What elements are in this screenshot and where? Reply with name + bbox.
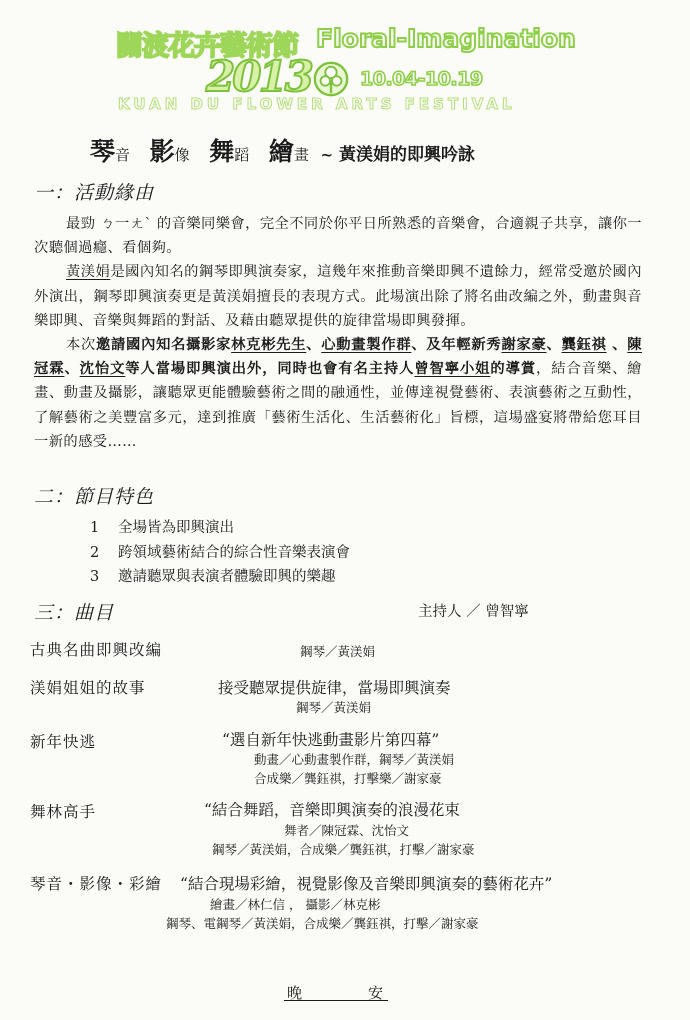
item-text: 全場皆為即興演出	[118, 520, 234, 536]
program-description: “選自新年快逃動畫影片第四幕”	[222, 731, 440, 749]
festival-year: 2013	[206, 52, 311, 101]
program-credit: 舞者／陳冠霖、沈怡文	[284, 823, 410, 838]
festival-subtitle: KUAN DU FLOWER ARTS FESTIVAL	[118, 95, 516, 113]
program-title: 新年快逃	[30, 733, 97, 751]
program-credit: 鋼琴／黃渼娟	[300, 644, 376, 659]
greeting-char: 安	[368, 984, 384, 1002]
list-item	[90, 565, 350, 590]
section-heading-background: 一：活動緣由	[34, 182, 155, 204]
program-title: 琴音・影像・彩繪	[30, 875, 163, 893]
program-title: 渼娟姐姐的故事	[30, 679, 146, 697]
item-number: 3	[90, 569, 100, 585]
flower-icon	[312, 60, 350, 98]
separator: 、	[606, 337, 628, 354]
section-heading-program: 三：曲目	[34, 602, 115, 624]
guests-intro: 本次	[66, 337, 97, 354]
program-title: 古典名曲即興改編	[30, 641, 163, 659]
title-char-small: 畫	[293, 146, 309, 164]
title-char-small: 音	[115, 146, 131, 164]
title-char-small: 蹈	[234, 146, 250, 164]
item-number: 2	[90, 544, 100, 561]
page-subtitle: 黃渼娟的即興吟詠	[339, 145, 476, 165]
program-credit: 合成樂／龔鈺祺，打擊樂／謝家豪	[254, 771, 442, 786]
program-description: “結合舞蹈，音樂即興演奏的浪漫花束	[204, 801, 460, 819]
guest-name: 林克彬先生	[231, 337, 307, 354]
paragraph-guests	[34, 333, 642, 454]
guest-name: 沈怡文	[79, 361, 126, 378]
title-char: 影	[149, 137, 175, 166]
paragraph-performer	[34, 260, 642, 333]
program-credit: 鋼琴／黃渼娟，合成樂／龔鈺祺，打擊／謝家豪	[212, 842, 475, 857]
item-text: 跨領域藝術結合的綜合性音樂表演會	[118, 544, 350, 561]
section-background-text	[34, 212, 642, 454]
item-text: 邀請聽眾與表演者體驗即興的樂趣	[118, 569, 336, 585]
section-heading-features: 二：節目特色	[34, 486, 155, 508]
guest-name: 龔鈺祺	[561, 337, 607, 354]
host-name: 曾智寧小姐	[414, 361, 491, 378]
program-title: 舞林高手	[30, 803, 97, 821]
guests-text: 邀請國內知名攝影家	[96, 337, 232, 354]
program-credit: 繪畫／林仁信 ， 攝影／林克彬	[210, 897, 381, 912]
separator: 、	[546, 337, 562, 354]
guests-text: 等人當場即興演出外，同時也會有名主持人	[125, 361, 415, 378]
program-description: “結合現場彩繪，視覺影像及音樂即興演奏的藝術花卉”	[180, 875, 553, 893]
title-char-small: 像	[174, 146, 190, 164]
festival-dates: 10.04-10.19	[360, 68, 483, 90]
festival-name-en: Floral-Imagination	[316, 24, 576, 53]
footer-underline	[284, 1000, 388, 1001]
guest-name: 陳冠霖	[34, 337, 642, 378]
title-char: 琴	[90, 137, 116, 166]
program-credit: 鋼琴、電鋼琴／黃渼娟，合成樂／龔鈺祺，打擊／謝家豪	[166, 916, 479, 931]
guests-text: 的導賞	[490, 361, 537, 378]
performer-description: 是國內知名的鋼琴即興演奏家，這幾年來推動音樂即興不遺餘力，經常受邀於國內外演出，鋼琴即興演奏更是黃渼娟擅長的表現方式。此場演出除了將名曲改編之外，動畫與音樂即興、音樂與舞蹈的對話、及藉由聽眾提供的旋律當場即興發揮。	[34, 264, 642, 329]
features-list	[90, 516, 350, 590]
program-description: 接受聽眾提供旋律，當場即興演奏	[218, 679, 451, 697]
list-item	[90, 516, 350, 541]
guests-description: ，結合音樂、繪畫、動畫及攝影，讓聽眾更能體驗藝術之間的融通性，並傳達視覺藝術、表演藝術之互動性，了解藝術之美豐富多元，達到推廣「藝術生活化、生活藝術化」旨標，這場盛宴將帶給您耳目一新的感受……	[34, 361, 642, 450]
item-number: 1	[90, 520, 100, 536]
guest-name: 心動畫製作群	[321, 337, 412, 354]
festival-name-cn: 關渡花卉藝術節	[116, 31, 298, 62]
paragraph-intro: 最勁 ㄅ一ㄤˋ 的音樂同樂會，完全不同於你平日所熟悉的音樂會，合適親子共享，讓你一次聽個過癮、看個夠。	[34, 216, 642, 257]
guest-name: 謝家豪	[501, 337, 547, 354]
host-credit: 主持人 ／ 曾智寧	[418, 604, 529, 620]
title-char: 繪	[268, 137, 294, 166]
separator: 、	[306, 337, 322, 354]
program-credit: 動畫／心動畫製作群，鋼琴／黃渼娟	[254, 752, 455, 767]
performer-name: 黃渼娟	[66, 264, 111, 281]
festival-logo	[0, 10, 690, 115]
page-title	[90, 132, 475, 168]
list-item	[90, 541, 350, 566]
title-char: 舞	[209, 137, 235, 166]
program-credit: 鋼琴／黃渼娟	[296, 700, 372, 715]
guests-text: 、及年輕新秀	[411, 337, 502, 354]
greeting-char: 晚	[287, 984, 303, 1002]
separator: 、	[64, 361, 80, 378]
title-tilde: ~	[320, 146, 334, 164]
